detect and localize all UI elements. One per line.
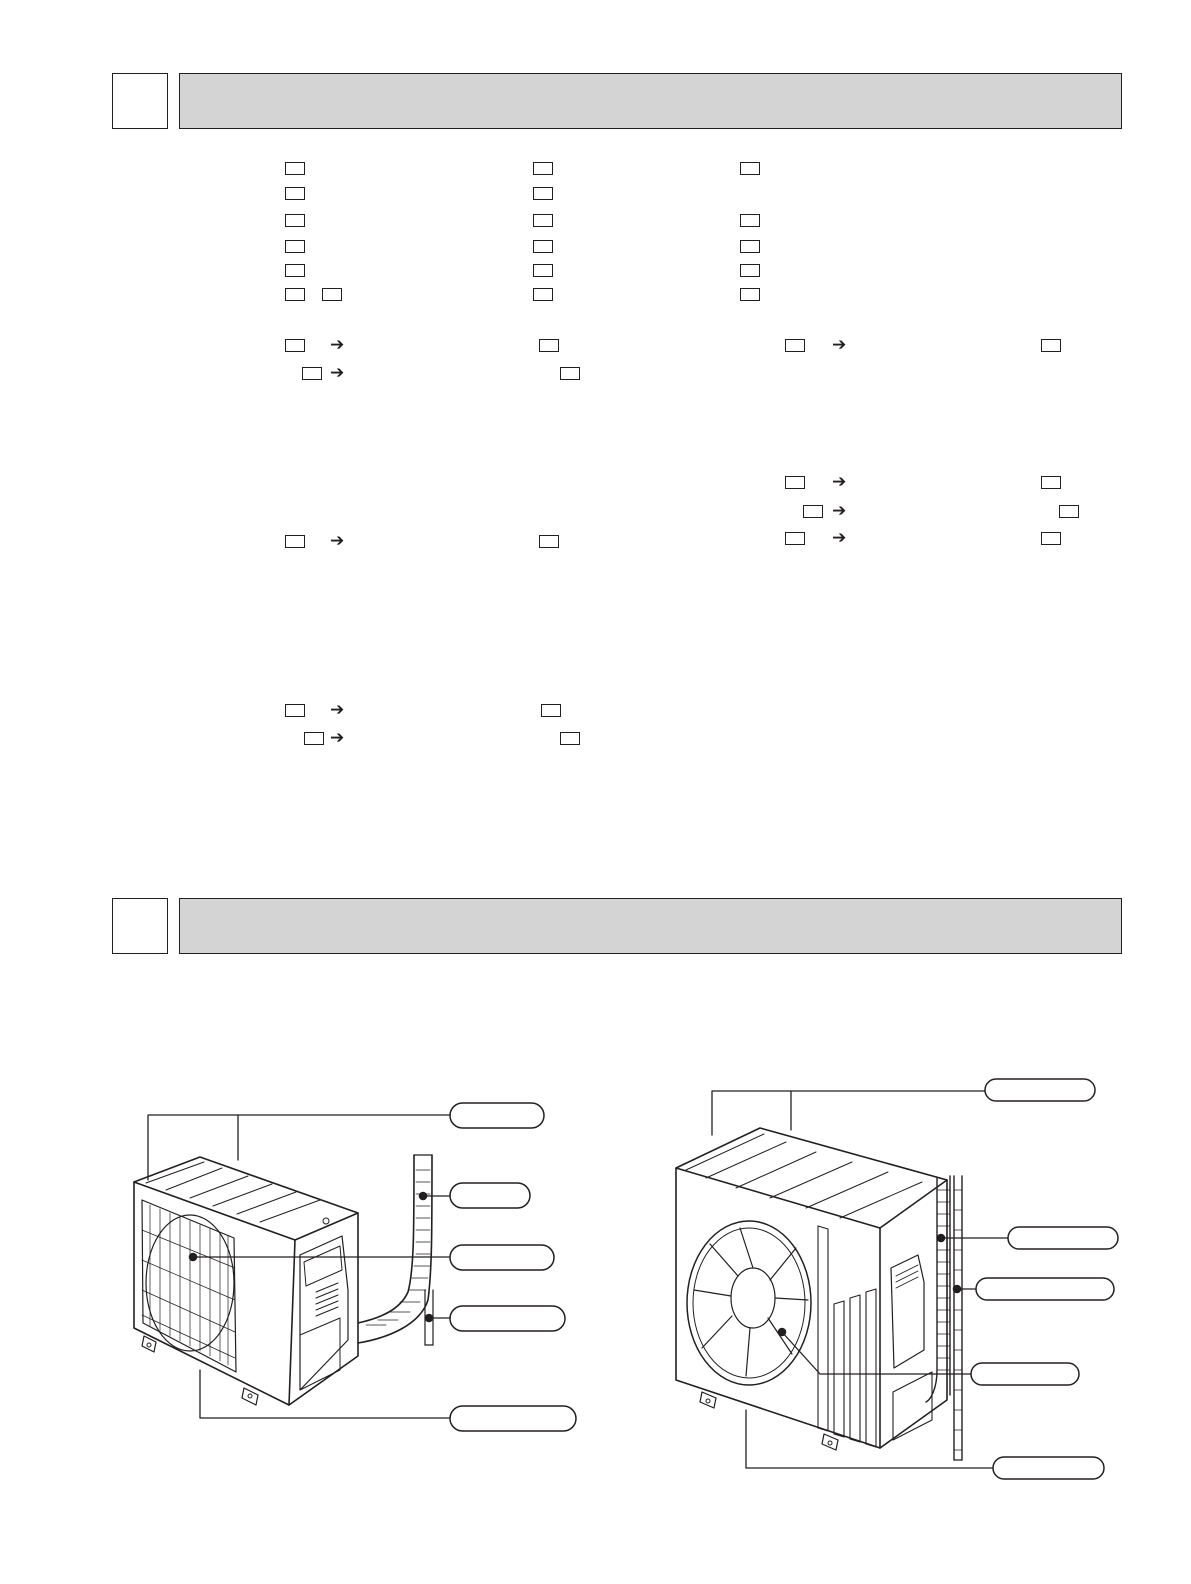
callout-bubble [985,1079,1095,1101]
arrow-icon: ➔ [832,335,847,355]
callout-bubble [450,1103,544,1128]
outdoor-unit-small-drawing [134,1115,450,1418]
arrow-icon: ➔ [330,728,345,748]
callout-bubble [1008,1227,1118,1249]
arrow-icon: ➔ [330,531,345,551]
arrow-icon: ➔ [832,472,847,492]
callout-bubble [993,1457,1104,1479]
callout-bubble [450,1245,554,1270]
outdoor-unit-large-drawing [676,1091,1008,1468]
callout-bubble [450,1306,565,1331]
arrow-icon: ➔ [330,700,345,720]
arrow-icon: ➔ [330,335,345,355]
arrow-icon: ➔ [330,363,345,383]
callout-bubble [450,1406,576,1431]
arrow-icon: ➔ [832,528,847,548]
callout-bubble [976,1278,1114,1300]
callout-bubble [971,1363,1079,1385]
callout-bubble [450,1183,530,1208]
arrow-icon: ➔ [832,501,847,521]
